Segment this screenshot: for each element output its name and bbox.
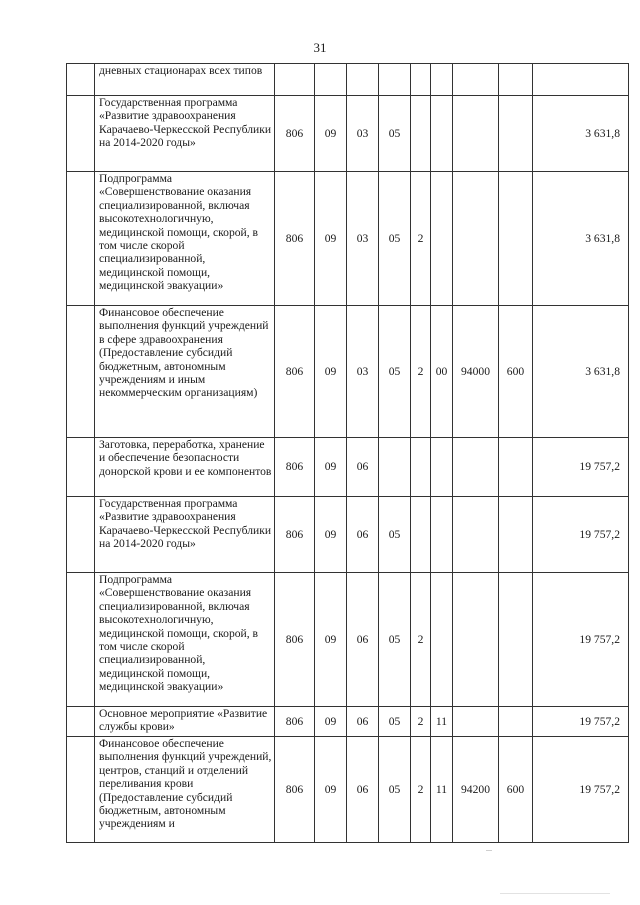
table-row <box>67 172 629 306</box>
cell-subsection: 06 <box>347 573 379 707</box>
cell-sum: 19 757,2 <box>533 497 629 573</box>
table-row <box>67 707 629 737</box>
cell-event: 00 <box>431 306 453 438</box>
cell-sum: 19 757,2 <box>533 737 629 843</box>
cell-subsection: 06 <box>347 438 379 497</box>
cell-ministry: 806 <box>275 707 315 737</box>
table-row <box>67 306 629 438</box>
cell-section: 09 <box>315 707 347 737</box>
cell-ministry: 806 <box>275 497 315 573</box>
cell-name: Государственная программа «Развитие здравоохранения Карачаево-Черкесской Республики на 2014-2020 годы» <box>95 96 275 172</box>
cell-subsection: 03 <box>347 306 379 438</box>
cell-subsection: 06 <box>347 497 379 573</box>
cell-subprogram: 2 <box>411 573 431 707</box>
row-number-cell <box>67 306 95 438</box>
cell-section: 09 <box>315 96 347 172</box>
table-row <box>67 573 629 707</box>
cell-name: Заготовка, переработка, хранение и обеспечение безопасности донорской крови и ее компонентов <box>95 438 275 497</box>
cell-program: 05 <box>379 707 411 737</box>
cell-subprogram <box>411 438 431 497</box>
cell-program: 05 <box>379 172 411 306</box>
cell-direction <box>453 707 499 737</box>
cell-subsection: 06 <box>347 737 379 843</box>
cell-sum: 19 757,2 <box>533 573 629 707</box>
cell-event <box>431 96 453 172</box>
cell-direction <box>453 497 499 573</box>
row-number-cell <box>67 497 95 573</box>
cell-name: Финансовое обеспечение выполнения функций учреждений в сфере здравоохранения (Предоставление субсидий бюджетным, автономным учреждениям и иным некоммерческим организациям) <box>95 306 275 438</box>
cell-subprogram: 2 <box>411 707 431 737</box>
cell-name: Подпрограмма «Совершенствование оказания специализированной, включая высокотехнологичную, медицинской помощи, скорой, в том числе скорой специализированной, медицинской помощи, медицинской эвакуации» <box>95 573 275 707</box>
cell-subsection <box>347 64 379 96</box>
cell-program <box>379 438 411 497</box>
table-row <box>67 64 629 96</box>
cell-direction: 94000 <box>453 306 499 438</box>
row-number-cell <box>67 573 95 707</box>
cell-name: Подпрограмма «Совершенствование оказания специализированной, включая высокотехнологичную, медицинской помощи, скорой, в том числе скорой специализированной, медицинской помощи, медицинской эвакуации» <box>95 172 275 306</box>
cell-ministry: 806 <box>275 306 315 438</box>
cell-subprogram <box>411 96 431 172</box>
row-number-cell <box>67 707 95 737</box>
page-number: 31 <box>313 40 327 55</box>
cell-subsection: 03 <box>347 172 379 306</box>
cell-sum: 3 631,8 <box>533 172 629 306</box>
cell-vr <box>499 438 533 497</box>
table-row <box>67 497 629 573</box>
cell-sum: 3 631,8 <box>533 96 629 172</box>
cell-ministry: 806 <box>275 438 315 497</box>
cell-program: 05 <box>379 737 411 843</box>
cell-ministry <box>275 64 315 96</box>
cell-program <box>379 64 411 96</box>
cell-program: 05 <box>379 573 411 707</box>
row-number-cell <box>67 737 95 843</box>
cell-event <box>431 172 453 306</box>
budget-table <box>66 63 629 843</box>
cell-vr: 600 <box>499 306 533 438</box>
cell-section: 09 <box>315 306 347 438</box>
row-number-cell <box>67 64 95 96</box>
cell-ministry: 806 <box>275 573 315 707</box>
cell-section <box>315 64 347 96</box>
cell-vr <box>499 172 533 306</box>
cell-event <box>431 573 453 707</box>
cell-sum <box>533 64 629 96</box>
cell-direction <box>453 64 499 96</box>
cell-direction <box>453 573 499 707</box>
cell-program: 05 <box>379 96 411 172</box>
cell-sum: 19 757,2 <box>533 707 629 737</box>
table-row <box>67 438 629 497</box>
cell-section: 09 <box>315 573 347 707</box>
cell-event: 11 <box>431 707 453 737</box>
cell-name: Основное мероприятие «Развитие службы крови» <box>95 707 275 737</box>
cell-name: дневных стационарах всех типов <box>95 64 275 96</box>
cell-vr: 600 <box>499 737 533 843</box>
cell-direction <box>453 96 499 172</box>
scan-artifact <box>486 850 492 851</box>
row-number-cell <box>67 438 95 497</box>
cell-vr <box>499 573 533 707</box>
cell-subsection: 06 <box>347 707 379 737</box>
cell-sum: 19 757,2 <box>533 438 629 497</box>
row-number-cell <box>67 96 95 172</box>
cell-subsection: 03 <box>347 96 379 172</box>
cell-event <box>431 64 453 96</box>
cell-subprogram: 2 <box>411 306 431 438</box>
cell-program: 05 <box>379 497 411 573</box>
cell-event <box>431 438 453 497</box>
cell-event <box>431 497 453 573</box>
cell-section: 09 <box>315 737 347 843</box>
cell-vr <box>499 707 533 737</box>
row-number-cell <box>67 172 95 306</box>
cell-sum: 3 631,8 <box>533 306 629 438</box>
cell-vr <box>499 64 533 96</box>
table-row <box>67 737 629 843</box>
cell-name: Финансовое обеспечение выполнения функций учреждений, центров, станций и отделений переливания крови (Предоставление субсидий бюджетным, автономным учреждениям и <box>95 737 275 843</box>
cell-program: 05 <box>379 306 411 438</box>
cell-subprogram <box>411 64 431 96</box>
cell-subprogram: 2 <box>411 172 431 306</box>
scan-artifact <box>500 893 610 894</box>
cell-name: Государственная программа «Развитие здравоохранения Карачаево-Черкесской Республики на 2014-2020 годы» <box>95 497 275 573</box>
cell-vr <box>499 497 533 573</box>
cell-ministry: 806 <box>275 96 315 172</box>
cell-section: 09 <box>315 438 347 497</box>
cell-subprogram <box>411 497 431 573</box>
cell-event: 11 <box>431 737 453 843</box>
cell-vr <box>499 96 533 172</box>
cell-ministry: 806 <box>275 172 315 306</box>
cell-section: 09 <box>315 497 347 573</box>
cell-direction <box>453 438 499 497</box>
cell-subprogram: 2 <box>411 737 431 843</box>
cell-direction: 94200 <box>453 737 499 843</box>
cell-direction <box>453 172 499 306</box>
table-row <box>67 96 629 172</box>
cell-ministry: 806 <box>275 737 315 843</box>
cell-section: 09 <box>315 172 347 306</box>
